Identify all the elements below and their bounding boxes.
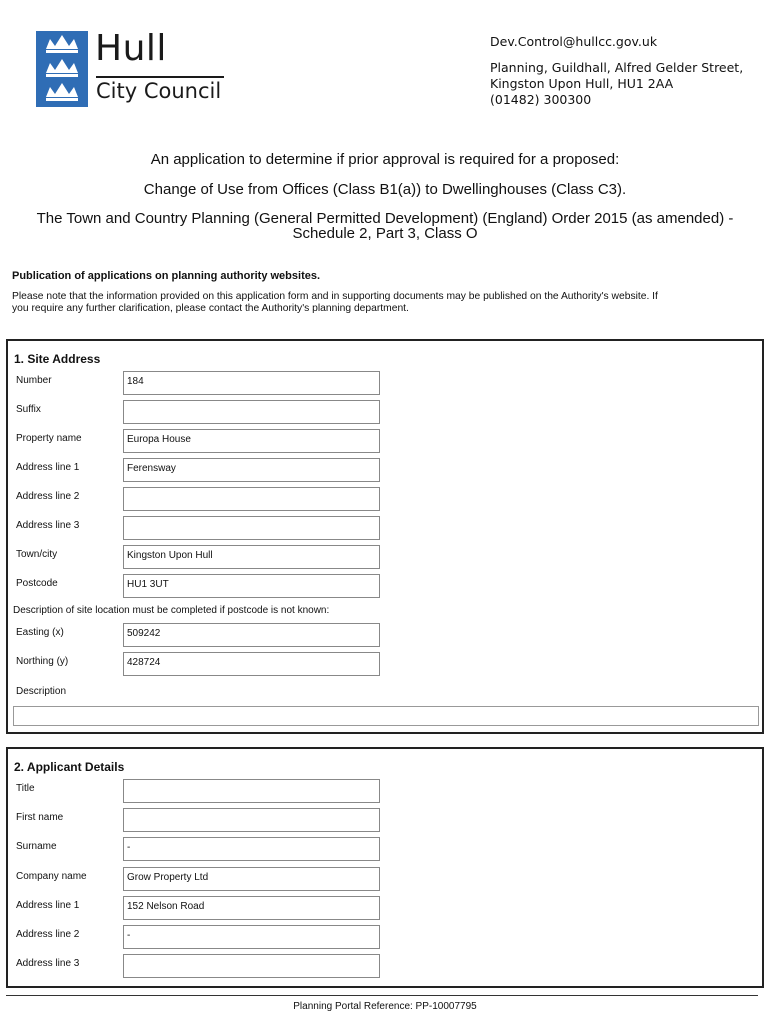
postcode-field[interactable]: HU1 3UT	[123, 574, 380, 598]
address-line2-label: Address line 2	[16, 491, 80, 502]
northing-field[interactable]: 428724	[123, 652, 380, 676]
applicant-address-line3-label: Address line 3	[16, 958, 80, 969]
easting-field[interactable]: 509242	[123, 623, 380, 647]
publication-note	[12, 291, 760, 315]
publication-heading: Publication of applications on planning authority websites.	[12, 270, 321, 282]
northing-label: Northing (y)	[16, 656, 69, 667]
form-title-legislation: The Town and Country Planning (General Permitted Development) (England) Order 2015 (as amended) -	[36, 210, 734, 227]
description-field[interactable]	[13, 706, 759, 726]
section-title: 1. Site Address	[14, 352, 101, 366]
property-name-label: Property name	[16, 433, 82, 444]
address-line1-label: Address line 1	[16, 462, 80, 473]
form-title-schedule: Schedule 2, Part 3, Class O	[292, 225, 478, 242]
number-field[interactable]: 184	[123, 371, 380, 395]
footer-divider	[6, 995, 758, 996]
town-city-label: Town/city	[16, 549, 58, 560]
surname-field[interactable]: -	[123, 837, 380, 861]
company-name-field[interactable]: Grow Property Ltd	[123, 867, 380, 891]
three-crowns-icon	[36, 31, 88, 107]
property-name-field[interactable]: Europa House	[123, 429, 380, 453]
section-title: 2. Applicant Details	[14, 760, 125, 774]
contact-address-line2: Kingston Upon Hull, HU1 2AA	[490, 76, 674, 91]
logo-wordmark-city-council: City Council	[96, 79, 222, 103]
applicant-address-line1-label: Address line 1	[16, 900, 80, 911]
address-line1-field[interactable]: Ferensway	[123, 458, 380, 482]
logo-wordmark-hull: Hull	[95, 28, 167, 69]
company-name-label: Company name	[16, 871, 87, 882]
first-name-field[interactable]	[123, 808, 380, 832]
address-line3-field[interactable]	[123, 516, 380, 540]
site-address-section	[6, 339, 764, 734]
applicant-title-field[interactable]	[123, 779, 380, 803]
applicant-address-line2-field[interactable]: -	[123, 925, 380, 949]
council-crest-logo	[36, 31, 88, 107]
town-city-field[interactable]: Kingston Upon Hull	[123, 545, 380, 569]
applicant-details-section	[6, 747, 764, 988]
surname-label: Surname	[16, 841, 57, 852]
planning-portal-reference: Planning Portal Reference: PP-10007795	[293, 1001, 477, 1012]
postcode-label: Postcode	[16, 578, 58, 589]
suffix-field[interactable]	[123, 400, 380, 424]
logo-divider	[96, 76, 224, 78]
easting-label: Easting (x)	[16, 627, 64, 638]
description-label: Description	[16, 686, 67, 697]
contact-email[interactable]: Dev.Control@hullcc.gov.uk	[490, 34, 658, 49]
form-title-intro: An application to determine if prior approval is required for a proposed:	[150, 151, 620, 168]
address-line3-label: Address line 3	[16, 520, 80, 531]
location-note: Description of site location must be completed if postcode is not known:	[13, 605, 330, 616]
publication-note-line2: you require any further clarification, please contact the Authority's planning department.	[12, 303, 409, 314]
applicant-address-line1-field[interactable]: 152 Nelson Road	[123, 896, 380, 920]
contact-address-line1: Planning, Guildhall, Alfred Gelder Street,	[490, 60, 744, 75]
contact-phone: (01482) 300300	[490, 92, 592, 107]
number-label: Number	[16, 375, 52, 386]
applicant-address-line2-label: Address line 2	[16, 929, 80, 940]
address-line2-field[interactable]	[123, 487, 380, 511]
applicant-address-line3-field[interactable]	[123, 954, 380, 978]
form-title-change-of-use: Change of Use from Offices (Class B1(a)) to Dwellinghouses (Class C3).	[143, 181, 627, 198]
publication-note-line1: Please note that the information provided on this application form and in supporting documents may be published on the Authority's website. If	[12, 291, 658, 302]
first-name-label: First name	[16, 812, 64, 823]
suffix-label: Suffix	[16, 404, 41, 415]
applicant-title-label: Title	[16, 783, 35, 794]
